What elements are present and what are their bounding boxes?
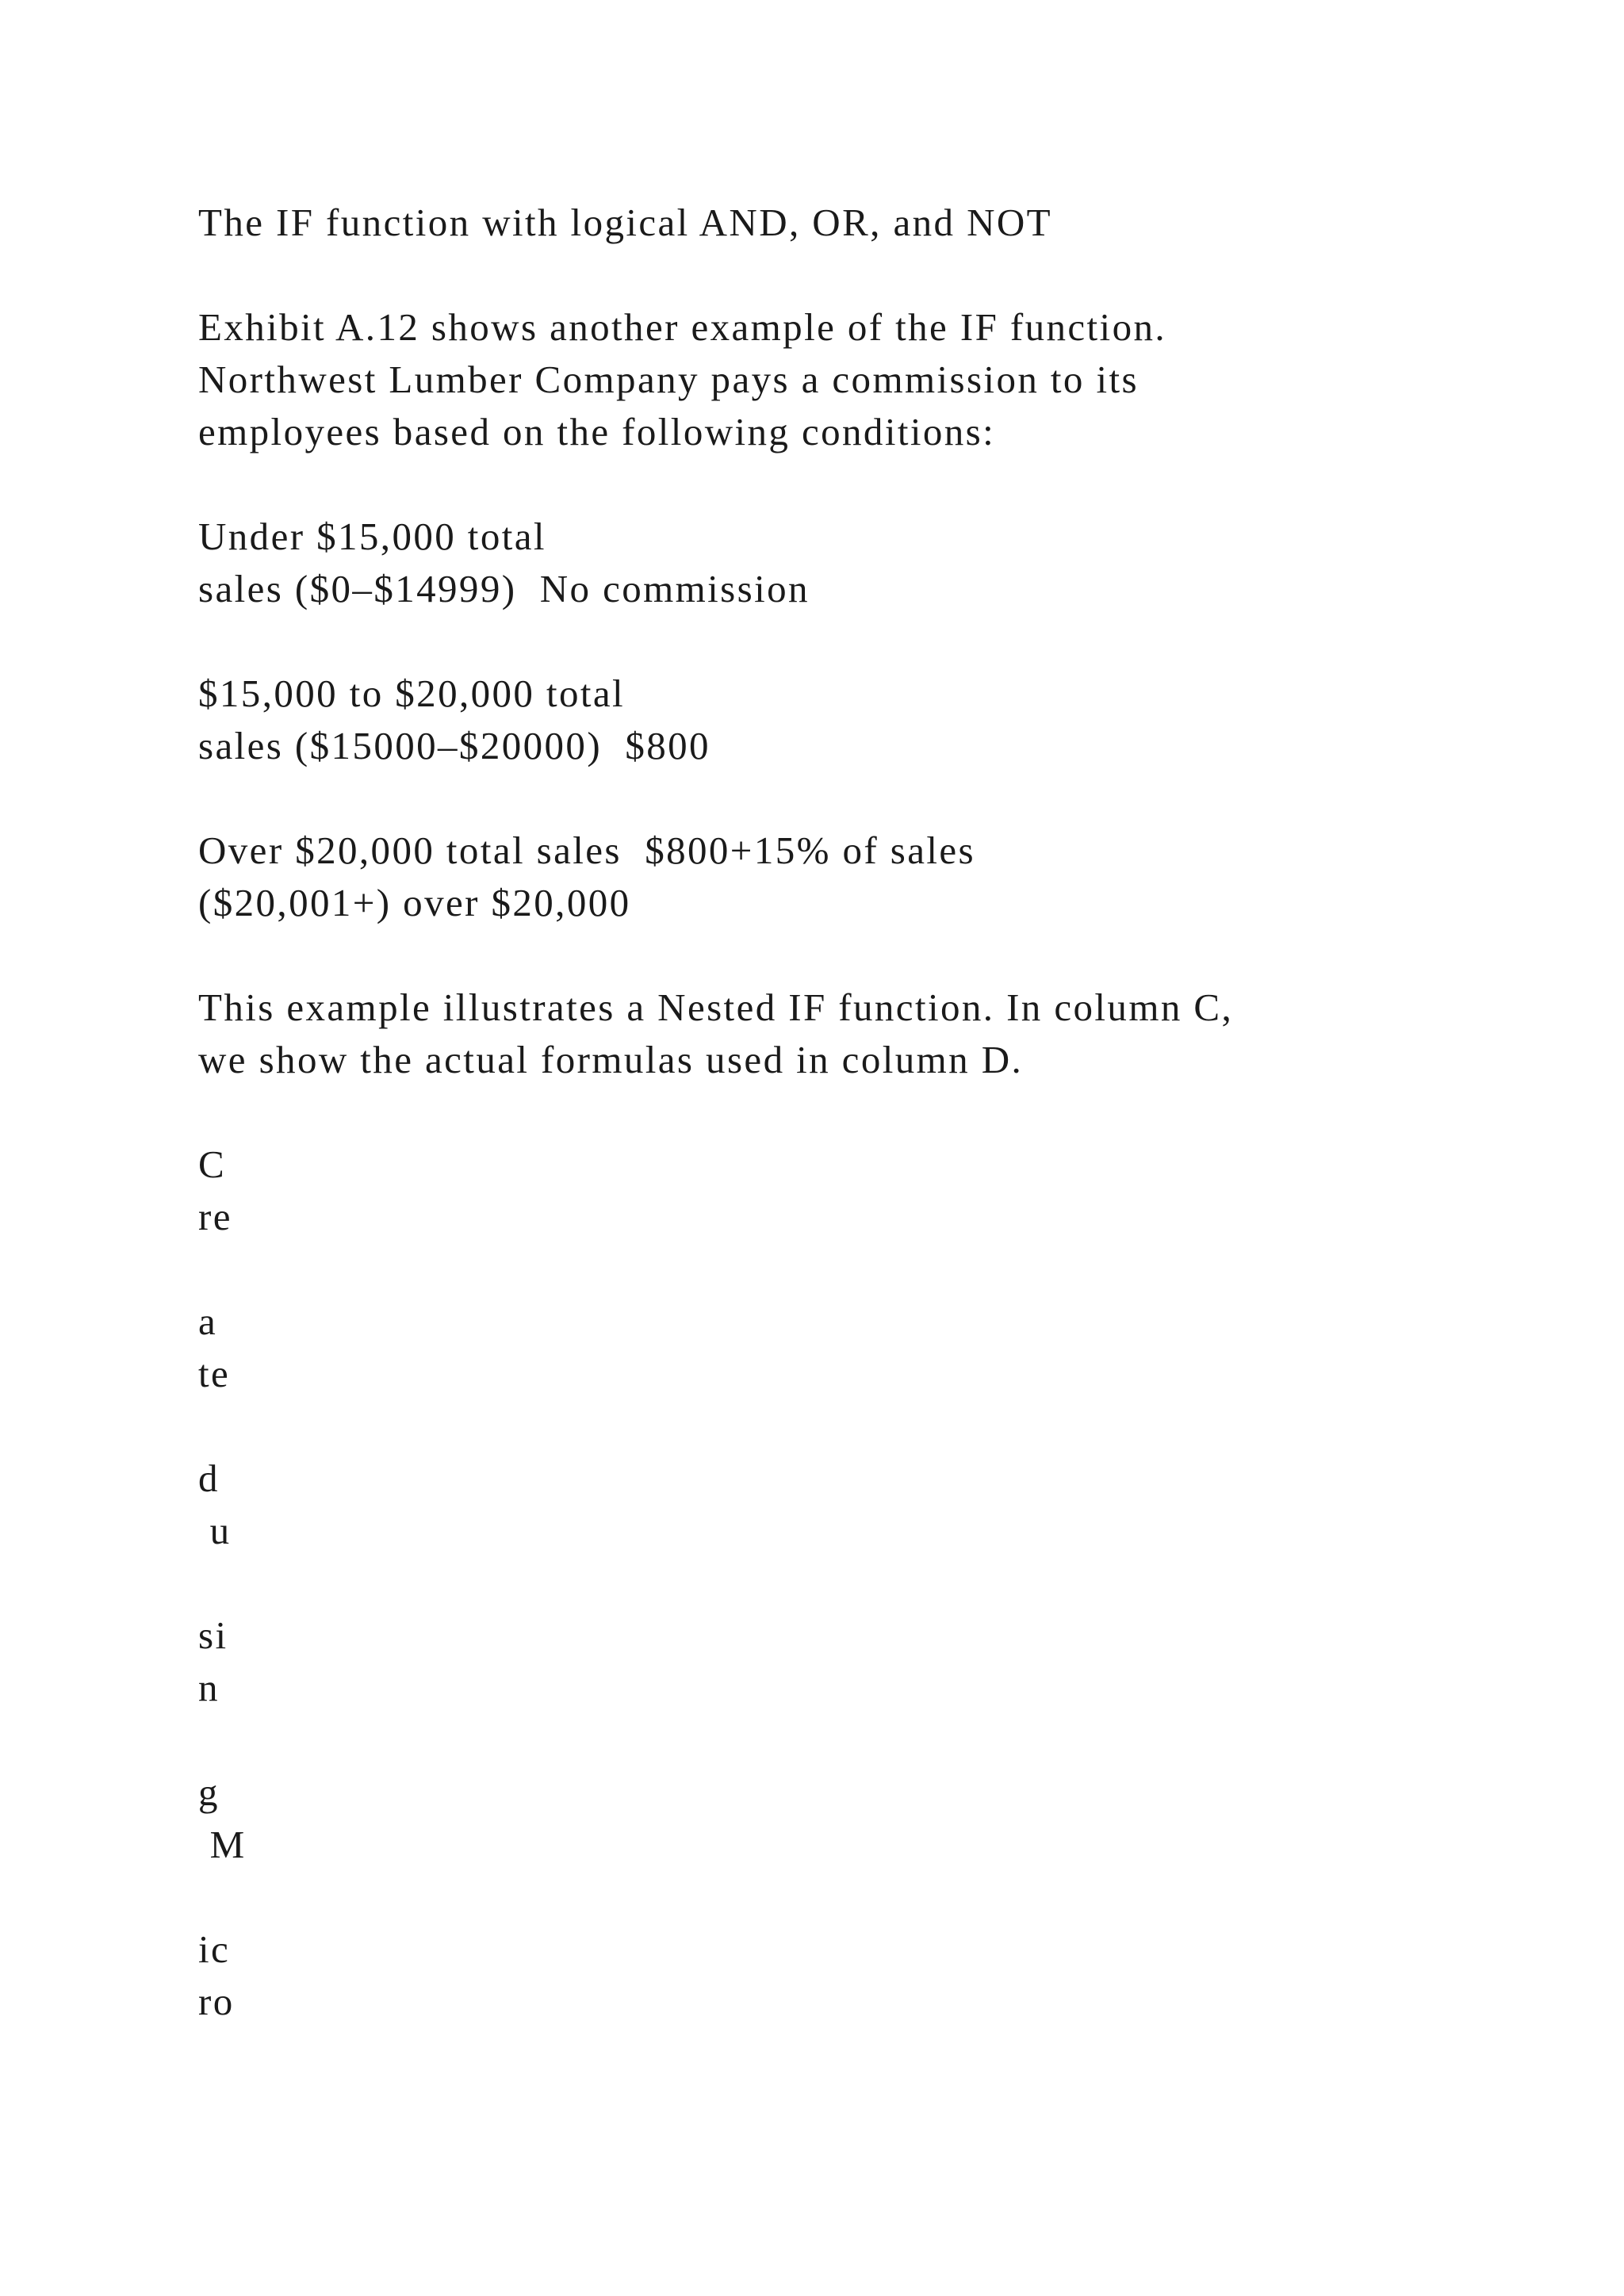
fragment-group	[198, 1138, 1546, 1243]
text-fragment: te	[198, 1352, 231, 1395]
condition-line: Under $15,000 total	[198, 515, 546, 558]
fragment-group	[198, 1923, 1546, 2028]
heading-paragraph	[198, 197, 1546, 249]
text-fragment: a	[198, 1299, 218, 1343]
intro-line: Northwest Lumber Company pays a commission to its	[198, 358, 1139, 401]
text-fragment: u	[198, 1509, 232, 1552]
fragment-group	[198, 1766, 1546, 1871]
text-fragment: g	[198, 1770, 220, 1814]
text-fragment: d	[198, 1456, 220, 1500]
document-heading: The IF function with logical AND, OR, and NOT	[198, 201, 1052, 244]
text-fragment: si	[198, 1613, 228, 1657]
text-fragment: ic	[198, 1927, 231, 1971]
document-body	[198, 197, 1546, 2080]
nested-if-line: we show the actual formulas used in column D.	[198, 1038, 1024, 1081]
intro-paragraph	[198, 301, 1546, 458]
text-fragment: re	[198, 1195, 232, 1238]
condition-line: sales ($15000–$20000) $800	[198, 724, 710, 767]
condition-line: ($20,001+) over $20,000	[198, 881, 631, 924]
fragment-group	[198, 1609, 1546, 1714]
nested-if-paragraph	[198, 982, 1546, 1086]
intro-line: Exhibit A.12 shows another example of the IF function.	[198, 305, 1167, 349]
fragment-group	[198, 1295, 1546, 1400]
intro-line: employees based on the following conditions:	[198, 410, 996, 453]
text-fragment: ro	[198, 1980, 235, 2023]
text-fragment: C	[198, 1142, 227, 1186]
nested-if-line: This example illustrates a Nested IF function. In column C,	[198, 985, 1234, 1029]
condition-line: $15,000 to $20,000 total	[198, 672, 626, 715]
condition-line: Over $20,000 total sales $800+15% of sales	[198, 828, 976, 872]
condition-15000-to-20000	[198, 668, 1546, 772]
condition-under-15000	[198, 511, 1546, 615]
text-fragment: n	[198, 1666, 220, 1709]
text-fragment: M	[198, 1823, 247, 1866]
condition-over-20000	[198, 825, 1546, 929]
condition-line: sales ($0–$14999) No commission	[198, 567, 810, 610]
fragment-group	[198, 1452, 1546, 1557]
